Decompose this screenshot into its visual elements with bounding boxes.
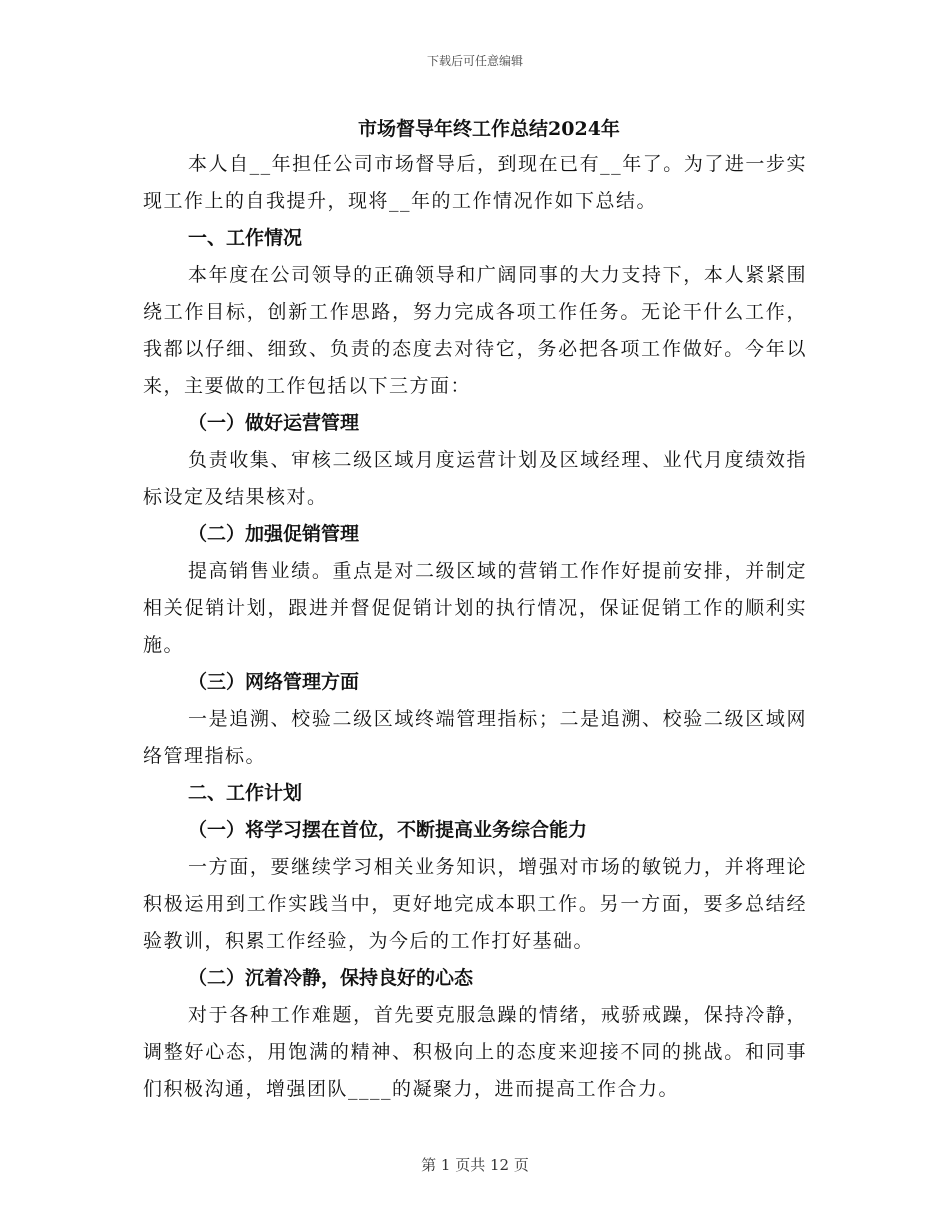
document-body xyxy=(143,112,807,1108)
mindset-paragraph: 对于各种工作难题，首先要克服急躁的情绪，戒骄戒躁，保持冷静，调整好心态，用饱满的精神、积极向上的态度来迎接不同的挑战。和同事们积极沟通，增强团队____的凝聚力，进而提高工作合力。 xyxy=(143,1004,807,1100)
subheading-learning: （一）将学习摆在首位，不断提高业务综合能力 xyxy=(188,819,588,841)
subheading-network: （三）网络管理方面 xyxy=(188,671,360,693)
subheading-mindset: （二）沉着冷静，保持良好的心态 xyxy=(188,967,474,989)
network-paragraph: 一是追溯、校验二级区域终端管理指标；二是追溯、校验二级区域网络管理指标。 xyxy=(143,708,807,767)
section-heading-work-plan: 二、工作计划 xyxy=(188,782,303,804)
page-header: 下载后可任意编辑 xyxy=(426,54,523,68)
subheading-operations: （一）做好运营管理 xyxy=(188,412,360,434)
document-title: 市场督导年终工作总结2024年 xyxy=(358,118,620,140)
section-heading-work-status: 一、工作情况 xyxy=(188,227,303,249)
intro-paragraph: 本人自__年担任公司市场督导后，到现在已有__年了。为了进一步实现工作上的自我提升，现将__年的工作情况作如下总结。 xyxy=(143,153,807,212)
promotion-paragraph: 提高销售业绩。重点是对二级区域的营销工作作好提前安排，并制定相关促销计划，跟进并督促促销计划的执行情况，保证促销工作的顺利实施。 xyxy=(143,560,807,656)
subheading-promotion: （二）加强促销管理 xyxy=(188,523,360,545)
learning-paragraph: 一方面，要继续学习相关业务知识，增强对市场的敏锐力，并将理论积极运用到工作实践当中，更好地完成本职工作。另一方面，要多总结经验教训，积累工作经验，为今后的工作打好基础。 xyxy=(143,856,807,952)
operations-paragraph: 负责收集、审核二级区域月度运营计划及区域经理、业代月度绩效指标设定及结果核对。 xyxy=(143,449,807,508)
page-footer: 第 1 页共 12 页 xyxy=(421,1156,529,1174)
work-status-paragraph: 本年度在公司领导的正确领导和广阔同事的大力支持下，本人紧紧围绕工作目标，创新工作思路，努力完成各项工作任务。无论干什么工作，我都以仔细、细致、负责的态度去对待它，务必把各项工作做好。今年以来，主要做的工作包括以下三方面： xyxy=(143,264,807,397)
